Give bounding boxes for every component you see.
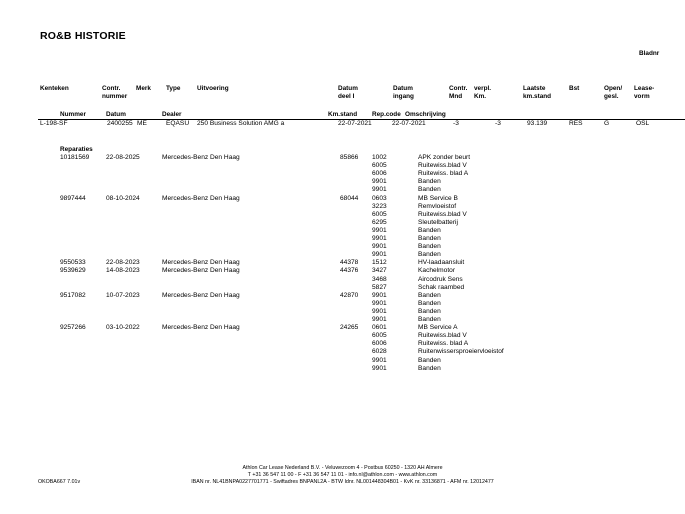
repair-code: 9901 bbox=[372, 251, 387, 259]
repair-dealer: Mercedes-Benz Den Haag bbox=[162, 291, 240, 299]
header-datum-deel-i: Datum deel I bbox=[338, 85, 358, 100]
repair-datum: 22-08-2023 bbox=[106, 259, 140, 267]
repair-omschrijving: Kachelmotor bbox=[418, 267, 456, 275]
repair-km-stand: 68044 bbox=[340, 194, 359, 202]
header-datum-ingang: Datum ingang bbox=[393, 85, 414, 100]
repair-row bbox=[0, 154, 685, 162]
vehicle-contr-mnd: -3 bbox=[453, 120, 459, 127]
vehicle-contract: 2400255 bbox=[107, 120, 133, 127]
repair-km-stand: 85866 bbox=[340, 154, 359, 161]
vehicle-open-gesl: G bbox=[604, 120, 610, 127]
header-type: Type bbox=[166, 85, 181, 92]
repair-nummer: 9517082 bbox=[60, 291, 86, 299]
repair-omschrijving: Ruitewiss. blad A bbox=[418, 340, 469, 348]
repair-code: 6005 bbox=[372, 210, 387, 218]
repair-code: 6028 bbox=[372, 348, 387, 356]
header-laatste-kmstand: Laatste km.stand bbox=[523, 85, 552, 100]
repair-datum: 10-07-2023 bbox=[106, 291, 140, 299]
repair-item-row bbox=[0, 332, 685, 340]
repair-code: 3223 bbox=[372, 202, 387, 210]
repair-omschrijving: Banden bbox=[418, 316, 441, 323]
repair-omschrijving: Schak raambed bbox=[418, 283, 465, 291]
vehicle-verpl-km: -3 bbox=[495, 120, 501, 127]
repair-datum: 14-08-2023 bbox=[106, 267, 140, 275]
repair-code: 6295 bbox=[372, 218, 387, 226]
repair-omschrijving: Banden bbox=[418, 251, 441, 259]
repair-nummer: 9539629 bbox=[60, 267, 86, 275]
repair-row bbox=[0, 267, 685, 275]
vehicle-lease-vorm: OSL bbox=[636, 120, 650, 127]
repair-item-row bbox=[0, 276, 685, 284]
header-verpl-km: verpl. Km. bbox=[474, 85, 492, 100]
repair-code: 0601 bbox=[372, 324, 387, 332]
repair-dealer: Mercedes-Benz Den Haag bbox=[162, 154, 240, 161]
header-omschrijving: Omschrijving bbox=[405, 111, 446, 118]
repair-code: 5827 bbox=[372, 283, 387, 291]
repair-km-stand: 24265 bbox=[340, 324, 359, 332]
repair-item-row bbox=[0, 348, 685, 356]
repair-omschrijving: Banden bbox=[418, 364, 441, 372]
repair-code: 6005 bbox=[372, 162, 387, 170]
repair-row bbox=[0, 259, 685, 267]
repair-item-row bbox=[0, 211, 685, 219]
repair-omschrijving: Ruitewiss.blad V bbox=[418, 332, 467, 340]
repair-omschrijving: Banden bbox=[418, 299, 441, 307]
repair-item-row bbox=[0, 300, 685, 308]
repair-dealer: Mercedes-Benz Den Haag bbox=[162, 324, 240, 332]
reparaties-heading: Reparaties bbox=[60, 146, 93, 153]
repair-km-stand: 44378 bbox=[340, 259, 359, 267]
repair-omschrijving: Banden bbox=[418, 186, 441, 194]
repair-omschrijving: MB Service B bbox=[418, 194, 458, 202]
repair-km-stand: 42870 bbox=[340, 291, 359, 299]
header-uitvoering: Uitvoering bbox=[197, 85, 229, 92]
header-rep-code: Rep.code bbox=[372, 111, 401, 118]
repair-item-row bbox=[0, 227, 685, 235]
footer-contact: T +31 36 547 11 00 - F +31 36 547 11 01 - info.nl@athlon.com - www.athlon.com bbox=[247, 472, 438, 478]
repair-omschrijving: HV-laadaansluit bbox=[418, 259, 465, 267]
repair-row bbox=[0, 324, 685, 332]
repair-code: 9901 bbox=[372, 364, 387, 372]
header-nummer: Nummer bbox=[60, 111, 86, 118]
repair-omschrijving: Banden bbox=[418, 178, 441, 186]
vehicle-uitvoering: 250 Business Solution AMG a bbox=[197, 120, 285, 127]
repair-item-row bbox=[0, 243, 685, 251]
repair-item-row bbox=[0, 203, 685, 211]
repair-omschrijving: Banden bbox=[418, 243, 441, 251]
header-bst: Bst bbox=[569, 85, 580, 92]
footer-code: OKOBA667 7.01v bbox=[38, 479, 81, 485]
repair-omschrijving: Banden bbox=[418, 291, 441, 299]
repair-dealer: Mercedes-Benz Den Haag bbox=[162, 259, 240, 267]
repair-omschrijving: APK zonder beurt bbox=[418, 154, 471, 161]
repair-item-row bbox=[0, 219, 685, 227]
repair-code: 9901 bbox=[372, 243, 387, 251]
repair-omschrijving: Ruitewiss.blad V bbox=[418, 162, 467, 170]
repair-code: 3427 bbox=[372, 267, 387, 275]
repair-dealer: Mercedes-Benz Den Haag bbox=[162, 267, 240, 275]
repair-code: 9901 bbox=[372, 291, 387, 299]
repair-datum: 03-10-2022 bbox=[106, 324, 140, 332]
repair-omschrijving: Banden bbox=[418, 226, 441, 234]
repair-item-row bbox=[0, 308, 685, 316]
page-title: RO&B HISTORIE bbox=[40, 30, 126, 42]
header-dealer: Dealer bbox=[162, 111, 182, 118]
repair-item-row bbox=[0, 170, 685, 178]
repair-code: 1512 bbox=[372, 259, 387, 267]
repair-code: 6006 bbox=[372, 170, 387, 178]
header-contr-mnd: Contr. Mnd bbox=[449, 85, 468, 100]
page-number-label: Bladnr bbox=[639, 50, 660, 57]
header-contr-nummer: Contr. nummer bbox=[102, 85, 128, 100]
repair-item-row bbox=[0, 178, 685, 186]
vehicle-bst: RES bbox=[569, 120, 583, 127]
header-lease-vorm: Lease- vorm bbox=[634, 85, 655, 100]
repair-omschrijving: MB Service A bbox=[418, 324, 458, 332]
footer-address: Athlon Car Lease Nederland B.V. - Veluwezoom 4 - Postbus 60250 - 1320 AH Almere bbox=[242, 465, 443, 471]
repair-omschrijving: Banden bbox=[418, 235, 441, 242]
vehicle-merk: ME bbox=[137, 120, 147, 127]
header-merk: Merk bbox=[136, 85, 151, 92]
repair-datum: 22-08-2025 bbox=[106, 154, 140, 161]
header-datum: Datum bbox=[106, 111, 126, 118]
repair-item-row bbox=[0, 357, 685, 365]
repair-item-row bbox=[0, 284, 685, 292]
repair-omschrijving: Ruitewiss.blad V bbox=[418, 210, 467, 218]
header-km-stand: Km.stand bbox=[328, 111, 358, 118]
repair-row bbox=[0, 195, 685, 203]
repair-item-row bbox=[0, 316, 685, 324]
repair-dealer: Mercedes-Benz Den Haag bbox=[162, 194, 240, 202]
repair-omschrijving: Ruitewiss. blad A bbox=[418, 170, 469, 178]
vehicle-laatste-kmstand: 93.139 bbox=[527, 120, 548, 127]
repair-code: 9901 bbox=[372, 307, 387, 315]
repair-datum: 08-10-2024 bbox=[106, 194, 140, 202]
repair-nummer: 9257266 bbox=[60, 324, 86, 332]
repair-item-row bbox=[0, 340, 685, 348]
repair-nummer: 10181569 bbox=[60, 154, 90, 161]
repair-code: 9901 bbox=[372, 316, 387, 323]
repair-code: 1002 bbox=[372, 154, 387, 161]
repair-omschrijving: Banden bbox=[418, 307, 441, 315]
repair-code: 3468 bbox=[372, 275, 387, 283]
footer-bank: IBAN nr. NL41BNPA0227701771 - Swiftadres BNPANL2A - BTW Idnr. NL001448304B01 - KvK nr. 33136871 - AFM nr. 12012477 bbox=[191, 479, 494, 485]
repair-omschrijving: Ruitenwissersproeiervloeistof bbox=[418, 348, 504, 356]
repair-omschrijving: Sleutelbatterij bbox=[418, 218, 458, 226]
header-open-gesl: Open/ gesl. bbox=[604, 85, 623, 100]
repair-code: 6005 bbox=[372, 332, 387, 340]
repair-code: 9901 bbox=[372, 356, 387, 364]
repair-nummer: 9550533 bbox=[60, 259, 86, 267]
vehicle-datum-ingang: 22-07-2021 bbox=[392, 120, 426, 127]
repair-item-row bbox=[0, 251, 685, 259]
repair-code: 9901 bbox=[372, 186, 387, 194]
repair-row bbox=[0, 292, 685, 300]
header-kenteken: Kenteken bbox=[40, 85, 69, 92]
repair-omschrijving: Aircodruk Sens bbox=[418, 275, 463, 283]
vehicle-kenteken: L-198-SF bbox=[40, 120, 68, 127]
repair-item-row bbox=[0, 365, 685, 373]
repair-omschrijving: Remvloeistof bbox=[418, 202, 457, 210]
repair-nummer: 9897444 bbox=[60, 194, 86, 202]
repair-code: 9901 bbox=[372, 235, 387, 242]
repair-item-row bbox=[0, 162, 685, 170]
repair-omschrijving: Banden bbox=[418, 356, 441, 364]
repair-item-row bbox=[0, 186, 685, 194]
repair-item-row bbox=[0, 235, 685, 243]
repair-code: 9901 bbox=[372, 299, 387, 307]
repair-code: 9901 bbox=[372, 226, 387, 234]
repair-km-stand: 44376 bbox=[340, 267, 359, 275]
vehicle-type: EQASU bbox=[166, 120, 190, 127]
repair-code: 0603 bbox=[372, 194, 387, 202]
vehicle-datum-deel-i: 22-07-2021 bbox=[338, 120, 372, 127]
repair-code: 6006 bbox=[372, 340, 387, 348]
repair-code: 9901 bbox=[372, 178, 387, 186]
